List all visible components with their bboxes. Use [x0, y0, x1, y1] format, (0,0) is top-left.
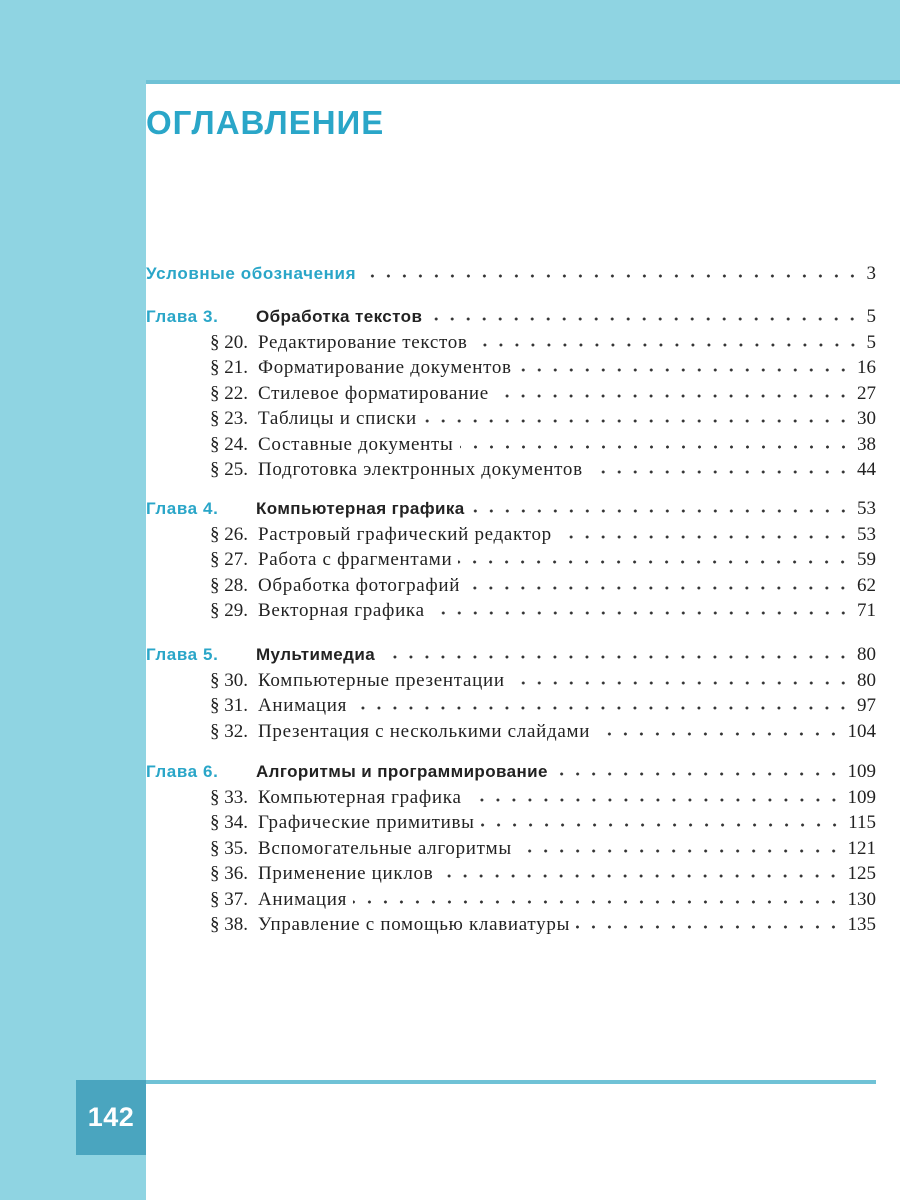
section-page: 30	[857, 408, 876, 429]
dot-leader	[362, 273, 860, 279]
chapter-title: Компьютерная графика	[256, 499, 465, 518]
dot-leader	[576, 924, 841, 930]
toc-row-conventions[interactable]	[146, 262, 876, 286]
section-number: § 37.	[210, 888, 248, 910]
toc-section-row[interactable]	[146, 458, 876, 482]
top-rule	[146, 80, 900, 84]
toc-section-row[interactable]	[146, 382, 876, 406]
dot-leader	[468, 797, 842, 803]
section-title: Компьютерная графика	[258, 786, 462, 808]
section-title: Подготовка электронных документов	[258, 459, 583, 480]
toc-section-row[interactable]	[146, 913, 876, 937]
section-title: Растровый графический редактор	[258, 523, 552, 545]
toc-section-row[interactable]	[146, 720, 876, 744]
dot-leader	[423, 418, 851, 424]
dot-leader	[460, 444, 851, 450]
toc-section-row[interactable]	[146, 433, 876, 457]
section-title: Стилевое форматирование	[258, 382, 489, 404]
dot-leader	[474, 342, 861, 348]
toc-section-row[interactable]	[146, 407, 876, 431]
dot-leader	[589, 469, 851, 475]
dot-leader	[558, 534, 851, 540]
chapter-label: Глава 5.	[146, 645, 219, 664]
dot-leader	[381, 654, 851, 660]
left-color-band	[0, 0, 146, 1200]
section-title: Анимация	[258, 888, 348, 910]
section-page: 121	[847, 837, 876, 859]
section-page: 115	[848, 812, 876, 833]
section-number: § 29.	[210, 600, 248, 621]
section-page: 104	[847, 720, 876, 742]
section-title: Таблицы и списки	[258, 408, 417, 429]
toc-section-row[interactable]	[146, 331, 876, 355]
bottom-rule	[146, 1080, 876, 1084]
toc-chapter-row[interactable]	[146, 497, 876, 521]
toc-section-row[interactable]	[146, 811, 876, 835]
section-number: § 35.	[210, 837, 248, 859]
dot-leader	[518, 367, 851, 373]
section-number: § 26.	[210, 523, 248, 545]
page-number: 142	[87, 1102, 135, 1132]
section-page: 38	[857, 433, 876, 455]
section-number: § 22.	[210, 382, 248, 404]
section-page: 62	[857, 574, 876, 596]
toc-section-row[interactable]	[146, 837, 876, 861]
toc-section-row[interactable]	[146, 862, 876, 886]
top-color-band	[146, 0, 900, 84]
toc-section-row[interactable]	[146, 574, 876, 598]
toc-section-row[interactable]	[146, 888, 876, 912]
dot-leader	[471, 508, 851, 514]
section-title: Анимация	[258, 695, 348, 716]
toc-section-row[interactable]	[146, 694, 876, 718]
chapter-page: 109	[847, 761, 876, 782]
dot-leader	[466, 585, 851, 591]
section-number: § 33.	[210, 786, 248, 808]
section-page: 5	[866, 331, 876, 353]
dot-leader	[431, 610, 851, 616]
toc-section-row[interactable]	[146, 356, 876, 380]
toc-chapter-row[interactable]	[146, 760, 876, 784]
section-title: Компьютерные презентации	[258, 669, 505, 691]
section-page: 27	[857, 382, 876, 404]
toc-section-row[interactable]	[146, 523, 876, 547]
section-number: § 28.	[210, 574, 248, 596]
section-number: § 32.	[210, 720, 248, 742]
section-page: 97	[857, 695, 876, 716]
dot-leader	[458, 559, 851, 565]
section-title: Составные документы	[258, 433, 454, 455]
section-number: § 38.	[210, 914, 248, 935]
section-number: § 21.	[210, 357, 248, 378]
chapter-page: 5	[866, 306, 876, 327]
section-number: § 20.	[210, 331, 248, 353]
toc-section-row[interactable]	[146, 669, 876, 693]
section-number: § 34.	[210, 812, 248, 833]
section-page: 16	[857, 357, 876, 378]
section-page: 71	[857, 600, 876, 621]
section-page: 53	[857, 523, 876, 545]
section-title: Форматирование документов	[258, 357, 512, 378]
dot-leader	[518, 848, 842, 854]
chapter-label: Глава 6.	[146, 762, 219, 781]
section-number: § 24.	[210, 433, 248, 455]
section-number: § 25.	[210, 459, 248, 480]
toc-section-row[interactable]	[146, 548, 876, 572]
toc-section-row[interactable]	[146, 599, 876, 623]
section-title: Управление с помощью клавиатуры	[258, 914, 571, 935]
page-number-box	[76, 1080, 146, 1155]
chapter-title: Алгоритмы и программирование	[256, 762, 548, 781]
chapter-page: 53	[857, 498, 876, 519]
page-title: ОГЛАВЛЕНИЕ	[146, 104, 385, 141]
section-number: § 23.	[210, 408, 248, 429]
section-number: § 31.	[210, 695, 248, 716]
dot-leader	[554, 771, 842, 777]
section-number: § 30.	[210, 669, 248, 691]
chapter-title: Обработка текстов	[256, 307, 423, 326]
section-title: Применение циклов	[258, 863, 434, 884]
dot-leader	[353, 899, 841, 905]
section-title: Графические примитивы	[258, 812, 475, 833]
section-page: 44	[857, 459, 876, 480]
section-page: 135	[847, 914, 876, 935]
dot-leader	[511, 680, 851, 686]
dot-leader	[596, 731, 841, 737]
chapter-page: 80	[857, 644, 876, 665]
section-page: 125	[847, 863, 876, 884]
toc-chapter-row[interactable]	[146, 305, 876, 329]
dot-leader	[495, 393, 851, 399]
dot-leader	[428, 316, 860, 322]
dot-leader	[481, 822, 843, 828]
section-title: Обработка фотографий	[258, 574, 461, 596]
section-page: 109	[847, 786, 876, 808]
section-page: 80	[857, 669, 876, 691]
section-number: § 27.	[210, 549, 248, 570]
section-title: Презентация с несколькими слайдами	[258, 720, 591, 742]
section-title: Редактирование текстов	[258, 331, 468, 353]
dot-leader	[353, 705, 851, 711]
toc-section-row[interactable]	[146, 786, 876, 810]
section-title: Векторная графика	[258, 600, 425, 621]
conventions-page: 3	[866, 263, 876, 284]
section-page: 130	[847, 888, 876, 910]
chapter-label: Глава 3.	[146, 307, 219, 326]
section-page: 59	[857, 549, 876, 570]
conventions-label: Условные обозначения	[146, 264, 357, 283]
section-title: Вспомогательные алгоритмы	[258, 837, 512, 859]
chapter-title: Мультимедиа	[256, 645, 376, 664]
chapter-label: Глава 4.	[146, 499, 219, 518]
toc-chapter-row[interactable]	[146, 643, 876, 667]
dot-leader	[439, 873, 841, 879]
section-title: Работа с фрагментами	[258, 549, 453, 570]
section-number: § 36.	[210, 863, 248, 884]
